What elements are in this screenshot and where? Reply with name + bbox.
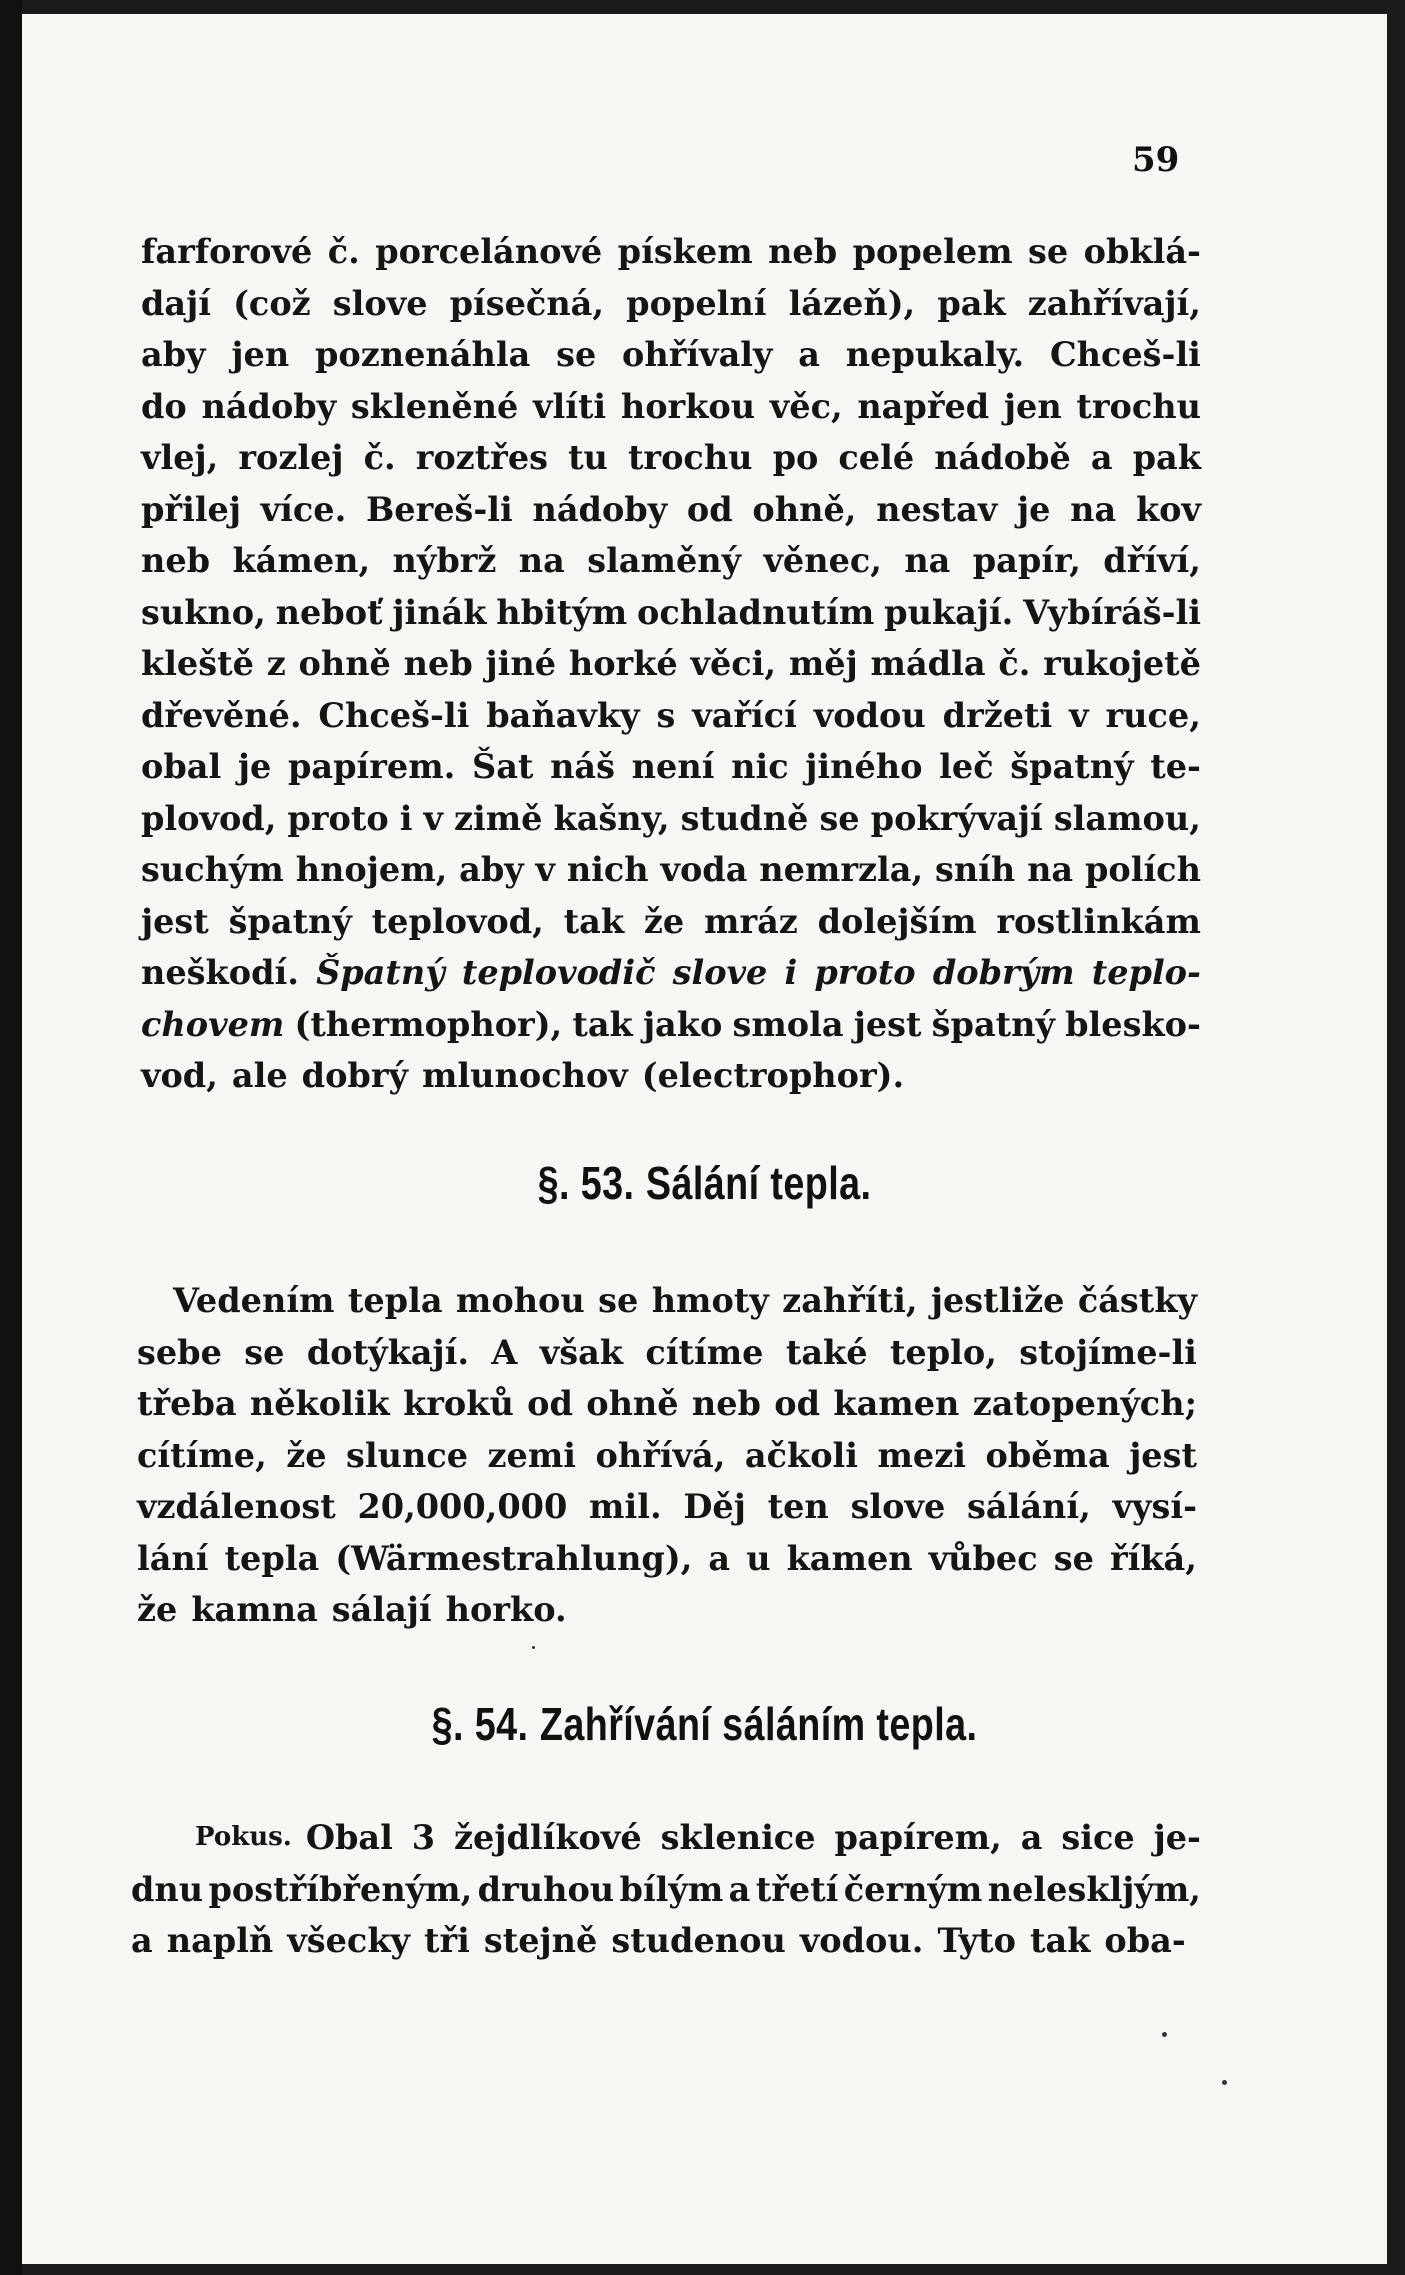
word: teplovod, (371, 901, 544, 941)
word: (Wärmestrahlung), (335, 1538, 693, 1578)
word: písečná, (449, 283, 605, 323)
word: dotýkají. (306, 1332, 469, 1372)
word: a (1020, 1818, 1043, 1857)
word: říká, (1109, 1538, 1197, 1578)
word: porcelánové (375, 232, 603, 271)
word: aby (459, 850, 524, 889)
word: hnojem, (295, 850, 448, 889)
word: Chceš-li (318, 695, 470, 735)
word: kašny, (553, 798, 670, 838)
word: že (137, 1590, 178, 1629)
word: třetí (755, 1869, 839, 1909)
text-line (141, 1050, 1201, 1102)
word: částky (1077, 1281, 1197, 1320)
word: sebe (137, 1332, 222, 1372)
word: na (904, 541, 951, 580)
word: te- (1150, 747, 1201, 786)
word: pískem (617, 232, 753, 271)
word: v (535, 850, 556, 889)
word: postříbřeným, (208, 1869, 473, 1909)
word: napřed (857, 386, 990, 426)
word: aby (141, 335, 206, 374)
word: vlej, (141, 438, 219, 477)
word: slove (672, 953, 768, 992)
word: neškodí. (141, 953, 299, 992)
word: vodou. (799, 1921, 924, 1960)
section-53-heading (145, 1156, 1264, 1210)
word: poznenáhla (314, 335, 531, 374)
word: ohřívaly (622, 335, 773, 374)
word: kamen (833, 1384, 960, 1423)
word: chovem (141, 1004, 285, 1044)
word: tři (424, 1921, 470, 1960)
pokus-label: Pokus. (195, 1822, 292, 1852)
text-line (131, 1864, 1201, 1916)
word: hmoty (651, 1281, 769, 1320)
word: nich (566, 850, 649, 889)
text-line (141, 587, 1201, 639)
text-line (141, 896, 1201, 948)
word: od (774, 1384, 821, 1423)
word: slove (850, 1487, 946, 1526)
word: mráz (704, 901, 798, 941)
word: a (1090, 438, 1113, 477)
text-line (131, 1915, 1201, 1967)
word: naplň (166, 1921, 274, 1960)
word: nic (731, 747, 789, 786)
word: zimě (453, 798, 543, 838)
word: Tyto (937, 1921, 1016, 1960)
word: jiného (805, 747, 923, 786)
word: sníh (934, 850, 1016, 889)
word: Děj (683, 1487, 746, 1526)
text-line (131, 1812, 1201, 1864)
word: kamna (191, 1590, 318, 1629)
word: obklá- (1083, 232, 1201, 271)
word: papír, (972, 541, 1081, 580)
word: sálání, (967, 1487, 1091, 1526)
word: teplovodič (461, 953, 656, 992)
section-53-number: §. 53. (537, 1157, 635, 1209)
word: neb (768, 232, 838, 271)
word: u (746, 1538, 771, 1578)
word: dolejším (817, 901, 977, 941)
word: z (266, 644, 286, 683)
text-line (141, 278, 1201, 330)
word: jiné (485, 644, 557, 683)
word: jest (1129, 1435, 1197, 1475)
text-line (141, 793, 1201, 845)
word: od (527, 1384, 573, 1423)
word: dobrým (932, 953, 1075, 992)
text-line (141, 947, 1201, 999)
word: špatný (931, 1004, 1055, 1044)
page-binding-edge (0, 0, 22, 2275)
word: trochu (627, 438, 753, 477)
word: se (598, 1281, 639, 1320)
word: tak (1029, 1921, 1091, 1960)
section-53-title: Sálání tepla. (645, 1157, 872, 1209)
word: špatný (1010, 747, 1134, 786)
word: vodou (813, 695, 926, 735)
text-line (141, 999, 1201, 1051)
text-line (141, 226, 1201, 278)
word: vařící (692, 695, 797, 735)
word: (což (233, 283, 311, 323)
word: oba- (1104, 1921, 1186, 1960)
word: se (244, 1332, 285, 1372)
word: několik (249, 1384, 390, 1423)
word: horké (568, 644, 678, 683)
word: zahřívají, (1027, 283, 1201, 323)
word: na (518, 541, 565, 580)
word: se (1053, 1538, 1094, 1578)
word: se (819, 798, 860, 838)
word: mohou (455, 1281, 585, 1320)
word: 3 (411, 1818, 436, 1857)
text-line (141, 844, 1201, 896)
section-54-heading (145, 1697, 1264, 1751)
word: stejně (483, 1921, 598, 1960)
word: jestliže (930, 1281, 1065, 1320)
word: také (785, 1332, 868, 1372)
word: je (237, 747, 272, 786)
text-line (141, 484, 1201, 536)
word: nepukaly. (845, 335, 1025, 374)
word: teplo, (889, 1332, 997, 1372)
word: č. (327, 232, 360, 271)
word: v (423, 798, 443, 838)
word: s (656, 695, 676, 735)
word: jako (642, 1004, 723, 1044)
word: papírem, (834, 1818, 1002, 1857)
text-line (137, 1584, 1197, 1636)
text-line (141, 329, 1201, 381)
word: náš (550, 747, 615, 786)
word: trochu (1076, 386, 1201, 426)
word (306, 1812, 1201, 1864)
word: vzdálenost (137, 1487, 336, 1526)
word: na (1070, 489, 1117, 529)
page-number: 59 (1132, 140, 1180, 180)
word: ohně (298, 644, 391, 683)
word: mádla (870, 644, 986, 683)
word: hbitým (496, 592, 628, 632)
word: dnu (131, 1869, 204, 1909)
word: ačkoli (744, 1435, 859, 1475)
word: A (491, 1332, 518, 1372)
word: tu (568, 438, 608, 477)
word: věnec, (763, 541, 882, 580)
text-line (137, 1275, 1197, 1327)
print-speck (532, 1646, 535, 1649)
word: kroků (403, 1384, 514, 1423)
word (141, 999, 284, 1051)
word: proto (287, 798, 389, 838)
word: mlunochov (421, 1056, 628, 1095)
word: smola (732, 1004, 844, 1044)
word: žejdlíkové (454, 1818, 642, 1857)
word: a (728, 1869, 751, 1909)
word: farforové (141, 232, 313, 271)
word: Bereš-li (365, 489, 513, 529)
word: nádoby (201, 386, 337, 426)
word: dříví, (1103, 541, 1201, 580)
word: pak (937, 283, 1006, 323)
word: č. (998, 644, 1031, 683)
word: věc, (769, 386, 843, 426)
word: je- (1153, 1818, 1201, 1857)
word: rukojetě (1043, 644, 1201, 683)
text-line (137, 1430, 1197, 1482)
word: v (1069, 695, 1089, 735)
word: polích (1084, 850, 1201, 889)
word: že (643, 901, 685, 941)
word: skleněné (350, 386, 519, 426)
word: cítíme, (137, 1435, 267, 1475)
word: obal (141, 747, 222, 786)
word: že (286, 1435, 327, 1475)
word: č. (363, 438, 396, 477)
word: proto (814, 953, 916, 992)
text-line (141, 690, 1201, 742)
word: slaměný (587, 541, 742, 580)
word: zemi (487, 1435, 577, 1475)
word: stojíme-li (1019, 1332, 1197, 1372)
word: tepla (347, 1281, 443, 1320)
word: popelní (626, 283, 767, 323)
word: kleště (141, 644, 254, 683)
word: dobrý (301, 1056, 408, 1095)
word: slunce (346, 1435, 469, 1475)
text-line (137, 1481, 1197, 1533)
word: pukají. (884, 592, 1014, 632)
word: není (631, 747, 715, 786)
word: teplo- (1091, 953, 1201, 992)
word: papírem. (287, 747, 456, 786)
word: dají (141, 283, 211, 323)
word: špatný (228, 901, 352, 941)
word: mezi (877, 1435, 966, 1475)
word: jen (231, 335, 290, 374)
word: bílým (619, 1869, 724, 1909)
word: celé (838, 438, 915, 477)
word: neb (141, 541, 211, 580)
word: rostlinkám (996, 901, 1201, 941)
word: lání (137, 1538, 209, 1578)
word: tak (572, 1004, 633, 1044)
word: od (686, 489, 733, 529)
book-page (22, 14, 1387, 2264)
paragraph-2 (137, 1275, 1197, 1636)
word: neb (691, 1384, 761, 1423)
section-54-number: §. 54. (431, 1698, 529, 1750)
word: vysí- (1112, 1487, 1197, 1526)
word: měj (788, 644, 858, 683)
text-line (137, 1378, 1197, 1430)
text-line (137, 1327, 1197, 1379)
word: nádoby (532, 489, 668, 529)
word: nemrzla, (759, 850, 924, 889)
word: a (798, 335, 820, 374)
word: nádobě (934, 438, 1071, 477)
word: ohně (586, 1384, 679, 1423)
word: popelem (852, 232, 1013, 271)
word: ruce, (1105, 695, 1201, 735)
word: rozlej (238, 438, 344, 477)
word: blesko- (1065, 1004, 1201, 1044)
word: sálají (331, 1590, 432, 1629)
word: pokrývají (870, 798, 1043, 838)
word: Šat (472, 747, 534, 786)
word: Vedením (173, 1281, 335, 1320)
word: studně (680, 798, 809, 838)
word: kamen (786, 1538, 913, 1578)
paragraph-1 (141, 226, 1201, 1102)
word: studenou (611, 1921, 786, 1960)
word: (electrophor). (641, 1056, 905, 1095)
word: horko. (445, 1590, 567, 1629)
word: 20,000,000 (357, 1487, 568, 1526)
word: sice (1061, 1818, 1135, 1857)
word: slove (332, 283, 428, 323)
word: sklenice (660, 1818, 816, 1857)
word: ohřívá, (595, 1435, 726, 1475)
word: však (539, 1332, 623, 1372)
word: zatopených; (972, 1384, 1197, 1423)
word: jest (141, 901, 209, 941)
word: druhou (477, 1869, 615, 1909)
word: se (1028, 232, 1069, 271)
word: cítíme (645, 1332, 764, 1372)
word: Obal (305, 1818, 393, 1857)
word: kov (1135, 489, 1201, 529)
word: ten (767, 1487, 829, 1526)
word: ale (231, 1056, 288, 1095)
word: a (131, 1921, 153, 1960)
text-line (137, 1533, 1197, 1585)
word: jinák (392, 592, 487, 632)
word: nestav (876, 489, 998, 529)
word: na (1027, 850, 1074, 889)
word: lázeň), (788, 283, 916, 323)
word: po (772, 438, 819, 477)
word: i (784, 953, 798, 992)
word: slamou, (1053, 798, 1201, 838)
word: i (399, 798, 413, 838)
word: neb (403, 644, 473, 683)
word: ohně, (752, 489, 857, 529)
word: baňavky (486, 695, 640, 735)
word: Vybíráš-li (1023, 592, 1201, 632)
word: sukno, (141, 592, 266, 632)
word: věci, (690, 644, 777, 683)
word: se (556, 335, 597, 374)
word: plovod, (141, 798, 277, 838)
word: vod, (141, 1056, 218, 1095)
text-line (141, 381, 1201, 433)
word: mil. (589, 1487, 662, 1526)
word: nýbrž (392, 541, 497, 580)
word: suchým (141, 850, 284, 889)
word: vůbec (928, 1538, 1038, 1578)
text-line (141, 535, 1201, 587)
word: roztřes (415, 438, 549, 477)
word: oběma (985, 1435, 1110, 1475)
print-speck (1162, 2032, 1167, 2037)
text-line (141, 638, 1201, 690)
word: přilej (141, 489, 241, 529)
word: dřevěné. (141, 695, 302, 735)
word: kámen, (232, 541, 371, 580)
word: Chceš-li (1049, 335, 1201, 374)
text-line (141, 741, 1201, 793)
word: vlíti (533, 386, 607, 426)
word: horkou (620, 386, 756, 426)
word: všecky (287, 1921, 411, 1960)
word: tak (563, 901, 625, 941)
word: do (141, 386, 187, 426)
word: a (708, 1538, 731, 1578)
word: leč (939, 747, 994, 786)
word: jen (1003, 386, 1062, 426)
word: držeti (942, 695, 1053, 735)
word: ochladnutím (637, 592, 875, 632)
section-54-title: Zahřívání sáláním tepla. (539, 1698, 978, 1750)
word: černým (843, 1869, 983, 1909)
word: Špatný (316, 953, 445, 992)
word: neboť (275, 592, 383, 632)
word: (thermophor), (294, 1004, 563, 1044)
word: zahříti, (782, 1281, 918, 1320)
word: voda (660, 850, 748, 889)
text-line (141, 432, 1201, 484)
word: tepla (224, 1538, 320, 1578)
word: neleskljým, (987, 1869, 1201, 1909)
word: jest (853, 1004, 922, 1044)
word: je (1017, 489, 1051, 529)
word: třeba (137, 1384, 237, 1423)
word: více. (260, 489, 347, 529)
word: pak (1132, 438, 1201, 477)
paragraph-3 (131, 1812, 1201, 1967)
print-speck (1222, 2080, 1227, 2085)
